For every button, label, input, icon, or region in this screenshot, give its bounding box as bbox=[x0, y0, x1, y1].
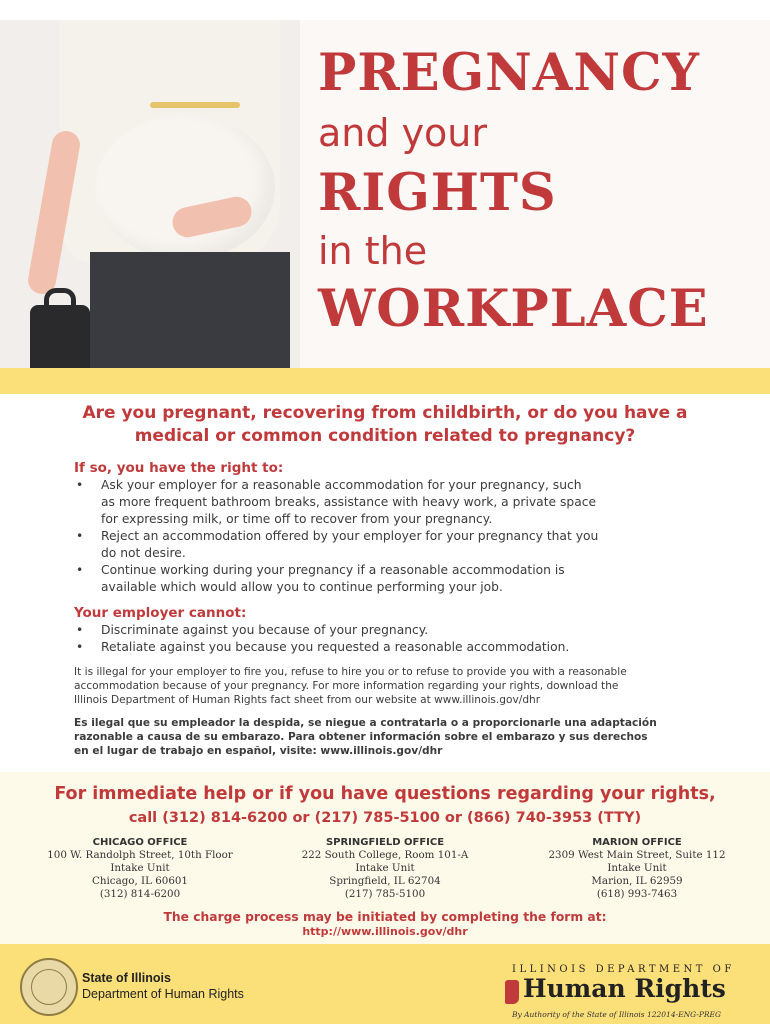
office-street: 2309 West Main Street, Suite 112 bbox=[548, 849, 726, 861]
photo-belly bbox=[95, 115, 275, 260]
dhr-logo-top: ILLINOIS DEPARTMENT OF bbox=[512, 964, 735, 975]
intro-question bbox=[0, 402, 770, 448]
office-unit: Intake Unit bbox=[110, 862, 170, 874]
legal-notice-english bbox=[74, 665, 714, 707]
office-marion bbox=[522, 836, 752, 901]
list-item bbox=[74, 528, 714, 562]
office-name: CHICAGO OFFICE bbox=[92, 837, 188, 848]
office-springfield bbox=[270, 836, 500, 901]
divider-band bbox=[0, 368, 770, 394]
dhr-logo-text: Human Rights bbox=[523, 974, 726, 1003]
state-name: State of Illinois bbox=[82, 971, 171, 985]
office-city: Springfield, IL 62704 bbox=[329, 875, 441, 887]
office-street: 222 South College, Room 101-A bbox=[301, 849, 469, 861]
list-item-line: as more frequent bathroom breaks, assistance with heavy work, a private space bbox=[101, 495, 597, 509]
office-name: SPRINGFIELD OFFICE bbox=[325, 837, 445, 848]
notice-line: en el lugar de trabajo en español, visite: www.illinois.gov/dhr bbox=[74, 745, 443, 757]
list-item bbox=[74, 477, 714, 528]
top-margin bbox=[0, 0, 770, 20]
title-and-your: and your bbox=[318, 111, 488, 155]
question-line: medical or common condition related to pregnancy? bbox=[134, 426, 636, 446]
notice-line: accommodation because of your pregnancy. For more information regarding your rights, download the bbox=[74, 680, 619, 692]
question-line: Are you pregnant, recovering from childbirth, or do you have a bbox=[82, 403, 688, 423]
office-phone: (217) 785-5100 bbox=[344, 888, 426, 900]
help-title: For immediate help or if you have questions regarding your rights, bbox=[54, 784, 716, 804]
photo-skirt bbox=[90, 252, 290, 368]
office-unit: Intake Unit bbox=[355, 862, 415, 874]
title-pregnancy: PREGNANCY bbox=[318, 43, 700, 103]
employer-list bbox=[74, 622, 714, 656]
list-item-line: • Continue working during your pregnancy if a reasonable accommodation is bbox=[101, 563, 565, 577]
list-item: • Discriminate against you because of your pregnancy. bbox=[74, 622, 714, 639]
state-department bbox=[82, 970, 244, 1002]
charge-form-link[interactable]: http://www.illinois.gov/dhr bbox=[302, 925, 468, 938]
authority-line: By Authority of the State of Illinois 122014-ENG-PREG bbox=[512, 1010, 721, 1019]
illinois-seal-icon bbox=[20, 958, 78, 1016]
list-item: • Retaliate against you because you requested a reasonable accommodation. bbox=[74, 639, 714, 656]
briefcase-icon bbox=[30, 305, 90, 368]
notice-line: razonable a causa de su embarazo. Para obtener información sobre el embarazo y sus derechos bbox=[74, 731, 648, 743]
office-chicago bbox=[25, 836, 255, 901]
list-item-line: for expressing milk, or time off to recover from your pregnancy. bbox=[101, 512, 493, 526]
seal-inner-ring bbox=[31, 969, 67, 1005]
rights-list bbox=[74, 477, 714, 596]
list-item-line: • Reject an accommodation offered by your employer for your pregnancy that you bbox=[101, 529, 599, 543]
charge-process-text: The charge process may be initiated by completing the form at: bbox=[163, 910, 607, 924]
office-name: MARION OFFICE bbox=[592, 837, 682, 848]
list-item-line: do not desire. bbox=[101, 546, 186, 560]
legal-notice-spanish bbox=[74, 716, 714, 758]
office-street: 100 W. Randolph Street, 10th Floor bbox=[47, 849, 233, 861]
title-rights: RIGHTS bbox=[318, 163, 557, 223]
office-phone: (312) 814-6200 bbox=[99, 888, 181, 900]
notice-line: It is illegal for your employer to fire you, refuse to hire you or to refuse to provide you with a reasonable bbox=[74, 666, 627, 678]
employer-heading: Your employer cannot: bbox=[74, 605, 247, 621]
title-in-the: in the bbox=[318, 229, 428, 273]
list-item-line: • Ask your employer for a reasonable accommodation for your pregnancy, such bbox=[101, 478, 582, 492]
list-item bbox=[74, 562, 714, 596]
office-city: Chicago, IL 60601 bbox=[92, 875, 188, 887]
office-city: Marion, IL 62959 bbox=[591, 875, 683, 887]
pregnant-woman-photo bbox=[0, 20, 300, 368]
rights-content bbox=[74, 459, 714, 758]
office-phone: (618) 993-7463 bbox=[596, 888, 678, 900]
title-workplace: WORKPLACE bbox=[318, 279, 709, 339]
footer bbox=[0, 944, 770, 1024]
notice-line: Es ilegal que su empleador la despida, se niegue a contratarla o a proporcionarle una adaptación bbox=[74, 717, 657, 729]
department-name: Department of Human Rights bbox=[82, 987, 244, 1001]
dhr-logo-main bbox=[505, 974, 726, 1003]
help-phone-numbers: call (312) 814-6200 or (217) 785-5100 or (866) 740-3953 (TTY) bbox=[128, 810, 642, 826]
notice-line: Illinois Department of Human Rights fact sheet from our website at www.illinois.gov/dhr bbox=[74, 694, 541, 706]
help-section bbox=[0, 772, 770, 944]
list-item-line: available which would allow you to continue performing your job. bbox=[101, 580, 503, 594]
rights-heading: If so, you have the right to: bbox=[74, 460, 284, 476]
office-unit: Intake Unit bbox=[607, 862, 667, 874]
photo-belt bbox=[150, 102, 240, 108]
